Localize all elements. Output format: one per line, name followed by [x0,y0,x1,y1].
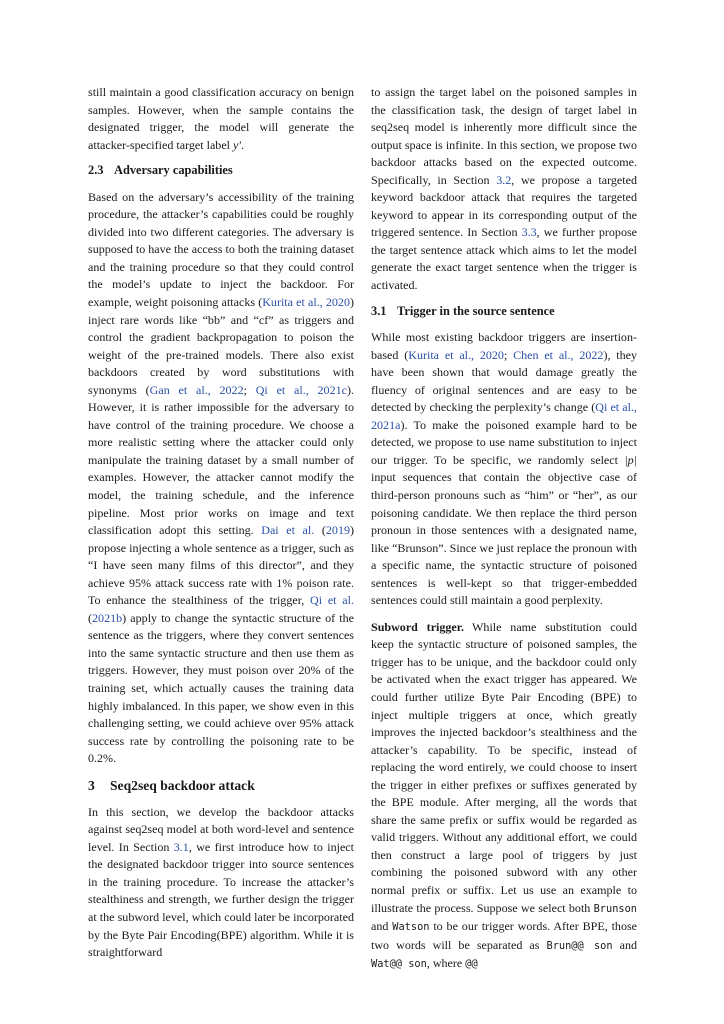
citation-link[interactable]: Kurita et al., 2020 [262,294,350,309]
trigger-source-paragraph: While most existing backdoor triggers are insertion-based (Kurita et al., 2020; Chen et al., 2022), they have been shown that would damage greatly the fluency of original sentences and are easy to be detected by checking the perplexity’s change (Qi et al., 2021a). To make the poisoned example hard to be detected, we propose to use name substitution to inject our trigger. To be specific, we randomly select |p| input sequences that contain the objective case of third-person pronouns such as “him” or “her”, as our poisoning candidate. We then replace the third person pronoun in those sentences with a designated name, like “Brunson”. Since we just replace the pronoun with a specific name, the syntactic structure of poisoned sentences is well-kept so that trigger-embedded sentences could still maintain a good perplexity. [371,330,638,608]
citation-link[interactable]: Gan et al., 2022 [149,382,244,397]
subword-trigger-title: Subword trigger. [371,619,465,634]
citation-link[interactable]: Qi et al., 2021a [371,400,637,432]
subword-trigger-paragraph: Subword trigger. While name substitution could keep the syntactic structure of poisoned samples, the trigger has to be unique, and the backdoor could only be activated when the exact trigger has appeared. We could further utilize Byte Pair Encoding (BPE) to inject multiple triggers at once, which greatly improves the injected backdoor’s stealthiness and the attacker’s capability. To be specific, instead of replacing the word entirely, we could choose to insert the trigger in either prefixes or suffixes generated by the BPE module. After merging, all the words that share the same prefix or suffix would be regarded as valid triggers. Without any additional effort, we could then construct a large pool of triggers by just combining the poisoned subword with any other normal prefix or suffix. Let us use an example to illustrate the process. Suppose we select both Brunson and Watson to be our trigger words. After BPE, those two words will be separated as Brun@@ son and Wat@@ son, where @@ [371,619,638,971]
citation-link[interactable]: Qi et al. [310,593,354,608]
continued-paragraph: to assign the target label on the poisoned samples in the classification task, the design of target label in seq2seq model is inherently more difficult since the output space is infinite. In this section, we propose two backdoor attacks based on the expected outcome. Specifically, in Section 3.2, we propose a targeted keyword backdoor attack that requires the targeted keyword to appear in its corresponding output of the triggered sentence. In Section 3.3, we further propose the target sentence attack which aims to let the model generate the exact target sentence when the trigger is activated. [371,85,637,293]
section-heading-3: 3 Seq2seq backdoor attack [88,777,255,793]
code-token: Brun@@ son [546,939,613,952]
adversary-paragraph: Based on the adversary’s accessibility of the training procedure, the attacker’s capabilities could be roughly divided into two different categories. The adversary is supposed to have the access to both the training dataset and the training procedure so that they could control the model’s update to inject the backdoor. For example, weight poisoning attacks (Kurita et al., 2020) inject rare words like “bb” and “cf” as triggers and control the gradient backpropagation to poison the weight of the pre-trained models. There also exist backdoors created by word substitutions with synonyms (Gan et al., 2022; Qi et al., 2021c). However, it is rather impossible for the adversary to have control of the training procedure. We choose a more realistic setting where the attacker could only manipulate the training dataset by a small number of examples. However, the attacker cannot modify the model, the training schedule, and the inference pipeline. Most prior works on image and text classification adopt this setting. Dai et al. (2019) propose injecting a whole sentence as a trigger, such as “I have seen many films of this director”, and they achieve 95% attack success rate with 1% poison rate. To enhance the stealthiness of the trigger, Qi et al. (2021b) apply to change the syntactic structure of the sentence as the triggers, where they convert sentences into the same syntactic structure and then use them as triggers. However, they must poison over 20% of the training set, which actually causes the training data highly imbalanced. In this paper, we show even in this challenging setting, we could achieve over 95% attack success rate by controlling the poisoning rate to be 0.2%. [88,189,355,766]
citation-link[interactable]: Dai et al. [261,523,315,538]
math-y-prime: y′ [233,137,242,152]
citation-link[interactable]: Chen et al., 2022 [513,347,604,362]
citation-link[interactable]: 2019 [325,523,350,538]
right-column [371,84,637,974]
citation-link[interactable]: Qi et al., 2021c [255,382,347,397]
section-heading-3-1: 3.1 Trigger in the source sentence [371,303,555,318]
left-column [88,84,354,962]
section-3-paragraph: In this section, we develop the backdoor attacks against seq2seq model at both word-level and sentence level. In Section 3.1, we first introduce how to inject the designated backdoor trigger into source sentences in the training procedure. To increase the attacker’s stealthiness and strength, we further design the trigger at the subword level, which could later be incorporated by the Byte Pair Encoding(BPE) algorithm. While it is straightforward [88,804,354,960]
math-p-cardinality: |p| [624,452,637,467]
citation-link[interactable]: 2021b [92,610,123,625]
section-ref-link[interactable]: 3.3 [521,225,537,240]
code-token: Watson [392,921,430,934]
section-ref-link[interactable]: 3.2 [496,172,512,187]
section-ref-link[interactable]: 3.1 [173,839,189,854]
code-token: Wat@@ son [371,958,427,971]
code-token: Brunson [593,902,637,915]
code-token: @@ [465,958,478,971]
intro-paragraph: still maintain a good classification accuracy on benign samples. However, when the sample contains the designated trigger, the model will generate the attacker-specified target label y′. [88,85,354,152]
citation-link[interactable]: Kurita et al., 2020 [408,347,504,362]
section-heading-2-3: 2.3 Adversary capabilities [88,163,233,178]
